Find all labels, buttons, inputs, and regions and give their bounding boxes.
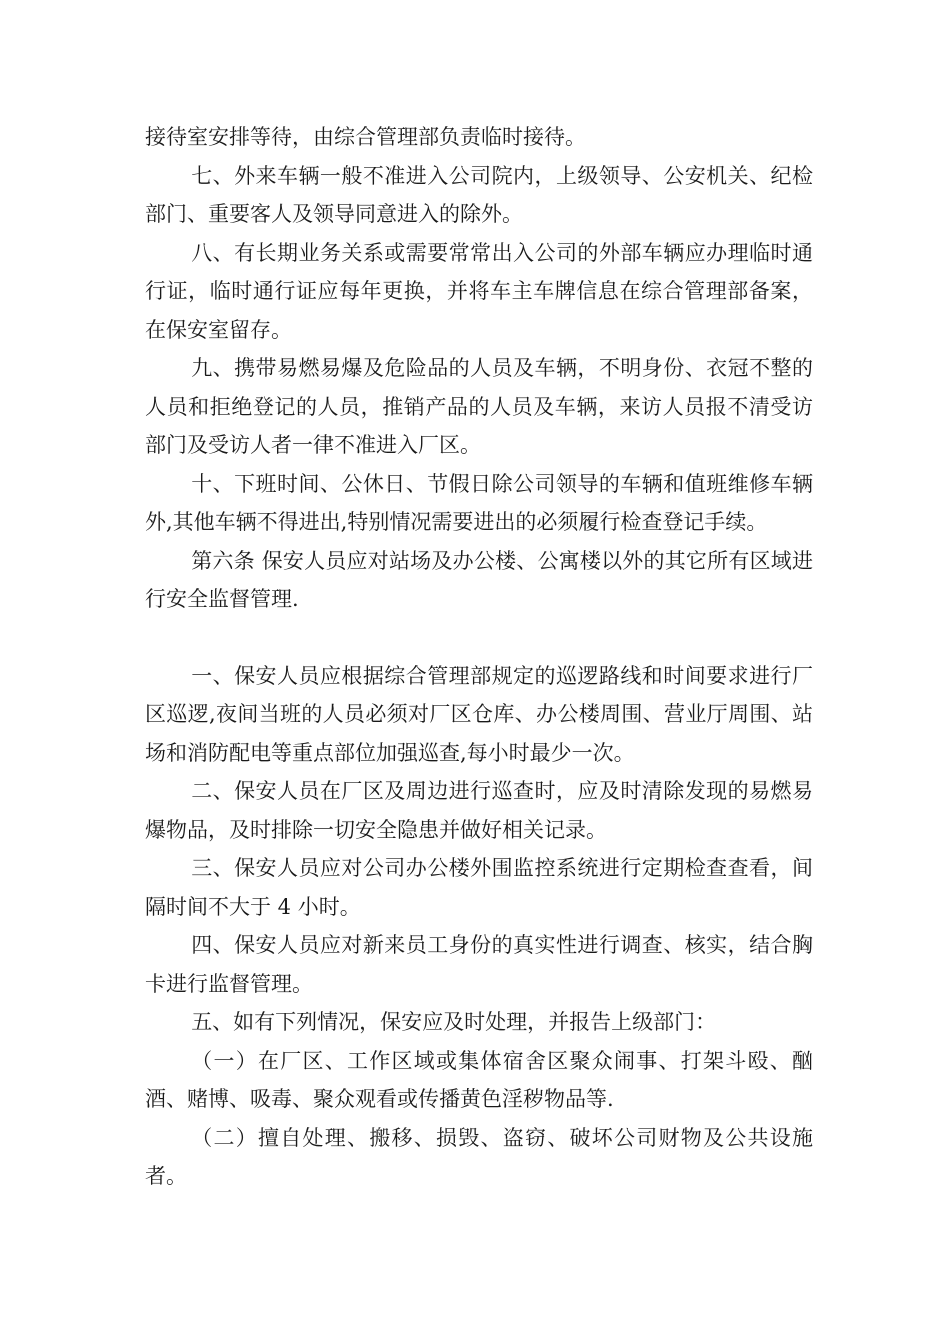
paragraph-item-7: 七、外来车辆一般不准进入公司院内，上级领导、公安机关、纪检部门、重要客人及领导同意进入的除外。	[145, 163, 813, 226]
paragraph-patrol-3: 三、保安人员应对公司办公楼外围监控系统进行定期检查查看，间隔时间不大于 4 小时。	[145, 856, 813, 919]
blank-line	[145, 619, 813, 657]
paragraph-item-10: 十、下班时间、公休日、节假日除公司领导的车辆和值班维修车辆外,其他车辆不得进出,特别情况需要进出的必须履行检查登记手续。	[145, 471, 813, 534]
document-page	[145, 118, 813, 1196]
paragraph-patrol-1: 一、保安人员应根据综合管理部规定的巡逻路线和时间要求进行厂区巡逻,夜间当班的人员必须对厂区仓库、办公楼周围、营业厅周围、站场和消防配电等重点部位加强巡查,每小时最少一次。	[145, 663, 813, 765]
paragraph-continuation: 接待室安排等待，由综合管理部负责临时接待。	[145, 125, 586, 149]
paragraph-patrol-2: 二、保安人员在厂区及周边进行巡查时，应及时清除发现的易燃易爆物品，及时排除一切安全隐患并做好相关记录。	[145, 779, 813, 842]
paragraph-item-8: 八、有长期业务关系或需要常常出入公司的外部车辆应办理临时通行证，临时通行证应每年更换，并将车主车牌信息在综合管理部备案，在保安室留存。	[145, 240, 813, 342]
paragraph-patrol-4: 四、保安人员应对新来员工身份的真实性进行调查、核实，结合胸卡进行监督管理。	[145, 933, 813, 996]
paragraph-sub-1: （一）在厂区、工作区域或集体宿舍区聚众闹事、打架斗殴、酗酒、赌博、吸毒、聚众观看或传播黄色淫秽物品等.	[145, 1048, 813, 1111]
paragraph-sub-2: （二）擅自处理、搬移、损毁、盗窃、破坏公司财物及公共设施者。	[145, 1125, 813, 1188]
paragraph-item-9: 九、携带易燃易爆及危险品的人员及车辆，不明身份、衣冠不整的人员和拒绝登记的人员，推销产品的人员及车辆，来访人员报不清受访部门及受访人者一律不准进入厂区。	[145, 356, 813, 457]
paragraph-patrol-5: 五、如有下列情况，保安应及时处理，并报告上级部门：	[191, 1010, 717, 1034]
paragraph-article-6: 第六条 保安人员应对站场及办公楼、公寓楼以外的其它所有区域进行安全监督管理.	[145, 548, 813, 611]
